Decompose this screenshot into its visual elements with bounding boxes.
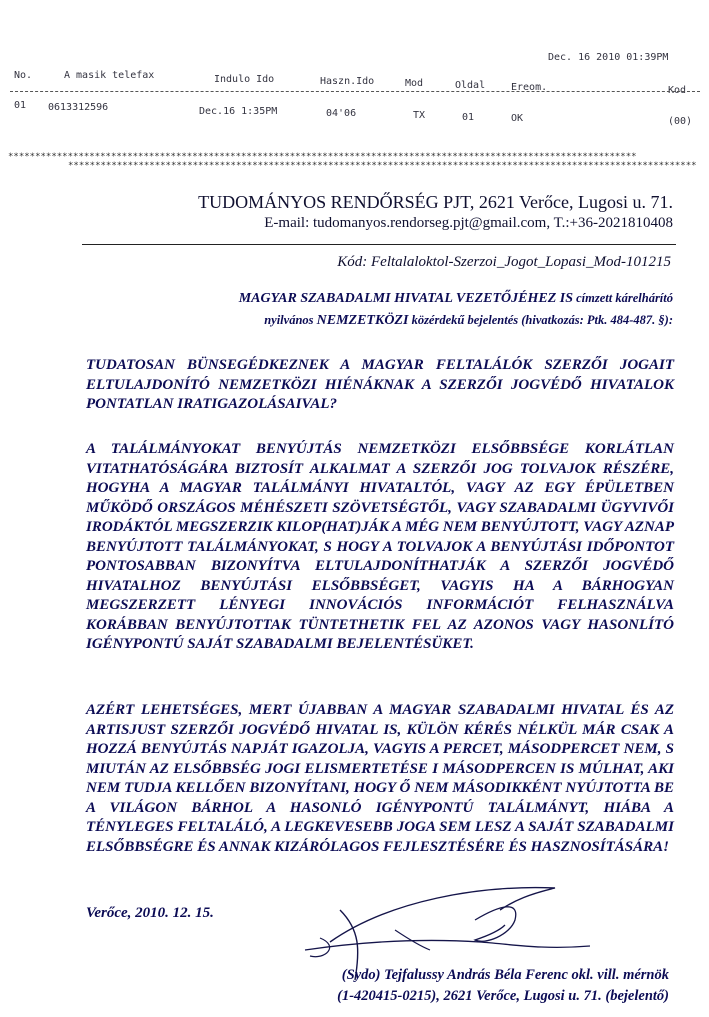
fax-datetime: Dec. 16 2010 01:39PM	[548, 52, 669, 63]
paragraph-question: TUDATOSAN BÜNSEGÉDKEZNEK A MAGYAR FELTALÁLÓK SZERZŐI JOGAIT ELTULAJDONÍTÓ NEMZETKÖZI HIÉNÁKNAK A SZERZŐI JOGVÉDŐ HIVATALOK PONTATLAN IRATIGAZOLÁSAIVAL?	[86, 357, 674, 412]
letterhead-org: TUDOMÁNYOS RENDŐRSÉG PJT, 2621 Verőce, Lugosi u. 71.	[198, 192, 673, 212]
fax-row-no: 01	[14, 100, 27, 111]
fax-row-mode: TX	[413, 110, 426, 121]
paragraph-explanation: A TALÁLMÁNYOKAT BENYÚJTÁS NEMZETKÖZI ELSŐBBSÉGE KORLÁTLAN VITATHATÓSÁGÁRA BIZTOSÍT ALKALMAT A SZERZŐI JOG TOLVAJOK RÉSZÉRE, HOGYHA A MAGYAR TALÁLMÁNYI HIVATALTÓL, VAGY AZ EGY ÉPÜLETBEN MŰKÖDŐ ORSZÁGOS MÉHÉSZETI SZÖVETSÉGTŐL, VAGY SZABADALMI ÜGYVIVŐI IRODÁKTÓL MEGSZERZIK KILOP(HAT)JÁK A MÉG NEM BENYÚJTOTT, VAGY AZNAP BENYÚJTOTT TALÁLMÁNYOKAT, S HOGY A TOLVAJOK A BENYÚJTÁSI IDŐPONTOT PONTOSABBAN BIZONYÍTVA ELTULAJDONÍTHATJÁK A SZERZŐI JOGVÉDŐ HIVATALHOZ BENYÚJTÁSI ELSŐBBSÉGET, VAGYIS HA A BÁRHOGYAN MEGSZERZETT LÉNYEGI INNOVÁCIÓS INFORMÁCIÓT FELHASZNÁLVA KORÁBBAN BENYÚJTOTTAK TÜNTETHETIK FEL AZ AZONOS VAGY HASONLÍTÓ IGÉNYPONTÚ SAJÁT SZABADALMI BEJELENTÉSÜKET.	[86, 441, 674, 652]
fax-row-code: (00)	[668, 116, 693, 127]
fax-col-used-time: Haszn.Ido	[320, 76, 375, 87]
letterhead-contact: E-mail: tudomanyos.rendorseg.pjt@gmail.com, T.:+36-2021810408	[264, 215, 673, 231]
fax-header-divider	[10, 91, 700, 92]
subject-line-2-a: nyilvános	[264, 313, 317, 327]
fax-row-start-time: Dec.16 1:35PM	[199, 106, 278, 117]
subject-line-1-caps: MAGYAR SZABADALMI HIVATAL VEZETŐJÉHEZ IS	[238, 291, 573, 306]
signature-name: (Sydo) Tejfalussy András Béla Ferenc okl. vill. mérnök	[341, 967, 669, 983]
fax-row-pages: 01	[462, 112, 475, 123]
subject-line-2-caps: NEMZETKÖZI	[316, 313, 409, 328]
fax-col-code: Kod	[668, 85, 687, 96]
fax-row-other-fax: 0613312596	[48, 102, 109, 113]
fax-row-used-time: 04'06	[326, 108, 357, 119]
fax-col-other-fax: A masik telefax	[64, 70, 155, 81]
fax-separator-stars: ******************************************************************************************************************** ********************************************************************************************************************	[8, 152, 697, 171]
document-code: Kód: Feltalaloktol-Szerzoi_Jogot_Lopasi_Mod-101215	[337, 254, 671, 270]
letterhead-divider	[82, 244, 676, 245]
subject-line-1	[239, 291, 673, 307]
place-date: Verőce, 2010. 12. 15.	[86, 905, 214, 921]
signature-address: (1-420415-0215), 2621 Verőce, Lugosi u. 71. (bejelentő)	[337, 988, 669, 1004]
fax-col-mode: Mod	[405, 78, 424, 89]
fax-col-start-time: Indulo Ido	[214, 74, 275, 85]
paragraph-reason: AZÉRT LEHETSÉGES, MERT ÚJABBAN A MAGYAR SZABADALMI HIVATAL ÉS AZ ARTISJUST SZERZŐI JOGVÉDŐ HIVATAL IS, KÜLÖN KÉRÉS NÉLKÜL MÁR CSAK A HOZZÁ BENYÚJTÁS NAPJÁT IGAZOLJA, VAGYIS A PERCET, MÁSODPERCET NEM, S MIUTÁN AZ ELSŐBBSÉG JOGI ELISMERTETÉSE I MÁSODPERCEN IS MÚLHAT, AKI NEM TUDJA KELLŐEN BIZONYÍTANI, HOGY Ő NEM MÁSODIKKÉNT NYÚJTOTTA BE A VILÁGON BÁRHOL A HASONLÓ IGÉNYPONTÚ TALÁLMÁNYT, HIÁBA A TÉNYLEGES FELTALÁLÓ, A LEGKEVESEBB JOGA SEM LESZ A SAJÁT SZABADALMI ELSŐBBSÉGRE ÉS ANNAK KIZÁRÓLAGOS FEJLESZTÉSÉRE ÉS HASZNOSÍTÁSÁRA!	[86, 702, 674, 855]
subject-line-2	[264, 313, 673, 329]
fax-row-result: OK	[511, 113, 524, 124]
subject-line-2-b: közérdekű bejelentés (hivatkozás: Ptk. 484-487. §):	[408, 313, 673, 327]
fax-col-result: Ereom.	[511, 82, 548, 93]
fax-col-no: No.	[14, 70, 33, 81]
subject-line-1-rest: címzett kárelhárító	[573, 291, 673, 305]
fax-col-pages: Oldal	[455, 80, 486, 91]
